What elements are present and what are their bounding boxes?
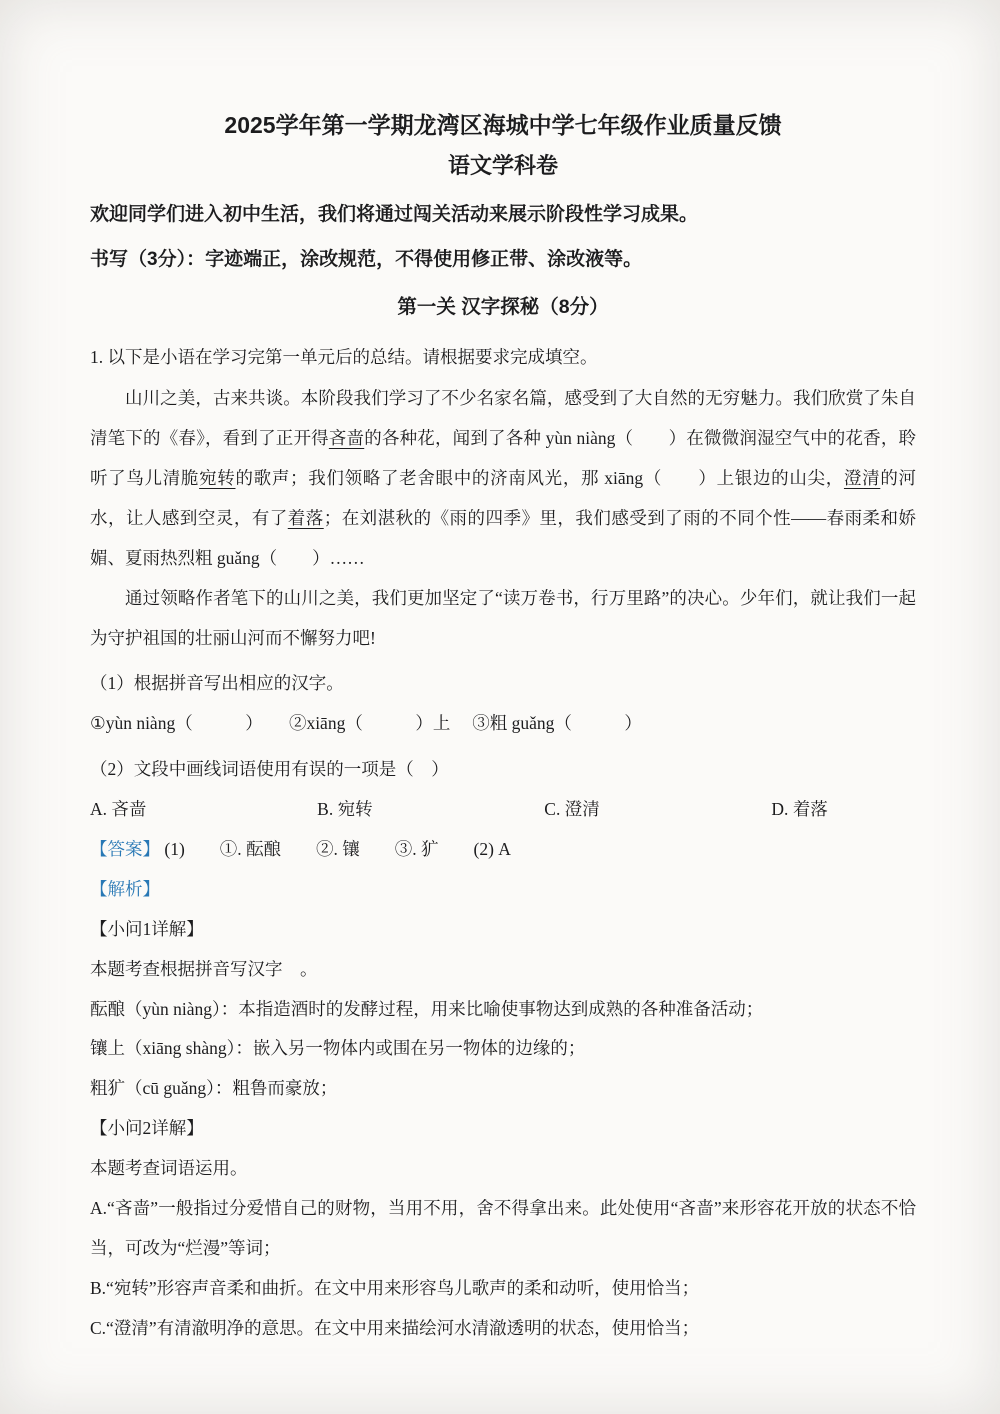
option-a-text: 吝啬 bbox=[111, 799, 147, 820]
exam-title: 2025学年第一学期龙湾区海城中学七年级作业质量反馈 bbox=[224, 112, 782, 138]
section-1-title: 第一关 汉字探秘（8分） bbox=[397, 295, 609, 318]
passage-paragraph-2: 通过领略作者笔下的山川之美，我们更加坚定了“读万卷书，行万里路”的决心。少年们，就让我们一起为守护祖国的壮丽山河而不懈努力吧! bbox=[90, 587, 916, 648]
option-a bbox=[90, 790, 317, 830]
exam-subtitle: 语文学科卷 bbox=[447, 152, 558, 178]
analysis-sub2-item-a: A.“吝啬”一般指过分爱惜自己的财物，当用不用，舍不得拿出来。此处使用“吝啬”来形容花开放的状态不恰当，可改为“烂漫”等词； bbox=[90, 1198, 916, 1258]
option-a-key: A. bbox=[90, 799, 108, 820]
answer-content: (1) ①. 酝酿 ②. 镶 ③. 犷 (2) A bbox=[164, 838, 511, 859]
option-b-text: 宛转 bbox=[337, 799, 373, 820]
question-1-stem: 1. 以下是小语在学习完第一单元后的总结。请根据要求完成填空。 bbox=[90, 347, 598, 368]
pinyin-blanks-line: ①yùn niàng（ ） ②xiāng（ ）上 ③粗 guǎng（ ） bbox=[90, 713, 642, 734]
option-c-text: 澄清 bbox=[564, 799, 600, 820]
option-d-key: D. bbox=[771, 799, 789, 820]
analysis-sub1-line-3: 镶上（xiāng shàng）：嵌入另一物体内或围在另一物体的边缘的； bbox=[90, 1038, 586, 1059]
option-d bbox=[771, 790, 916, 830]
analysis-sub2-header: 【小问2详解】 bbox=[90, 1118, 204, 1139]
analysis-label: 【解析】 bbox=[90, 878, 160, 899]
welcome-note: 欢迎同学们进入初中生活，我们将通过闯关活动来展示阶段性学习成果。 bbox=[90, 203, 699, 225]
answer-line bbox=[90, 830, 916, 870]
answer-label: 【答案】 bbox=[90, 838, 160, 859]
analysis-sub1-header: 【小问1详解】 bbox=[90, 918, 204, 939]
option-d-text: 着落 bbox=[792, 799, 828, 820]
choice-options-row bbox=[90, 790, 916, 830]
analysis-sub1-line-1: 本题考查根据拼音写汉字 。 bbox=[90, 958, 318, 979]
option-c-key: C. bbox=[544, 799, 561, 820]
analysis-sub2-item-b: B.“宛转”形容声音柔和曲折。在文中用来形容鸟儿歌声的柔和动听，使用恰当； bbox=[90, 1277, 700, 1298]
option-b bbox=[317, 790, 544, 830]
analysis-sub2-intro: 本题考查词语运用。 bbox=[90, 1158, 248, 1179]
passage-paragraph-1: 山川之美，古来共谈。本阶段我们学习了不少名家名篇，感受到了大自然的无穷魅力。我们欣赏了朱自清笔下的《春》，看到了正开得吝啬的各种花，闻到了各种 yùn niàng（ ）在微微润湿空气中的花香，聆听了鸟儿清脆宛转的歌声；我们领略了老舍眼中的济南风光，那 xiāng（ ）上银边的山尖，澄清的河水，让人感到空灵，有了着落；在刘湛秋的《雨的四季》里，我们感受到了雨的不同个性——春雨柔和娇媚、夏雨热烈粗 guǎng（ ）…… bbox=[90, 388, 917, 568]
writing-requirement-note: 书写（3分）：字迹端正，涂改规范，不得使用修正带、涂改液等。 bbox=[90, 249, 643, 271]
subquestion-1-label: （1）根据拼音写出相应的汉字。 bbox=[90, 673, 344, 694]
analysis-sub1-line-4: 粗犷（cū guǎng）：粗鲁而豪放； bbox=[90, 1078, 338, 1099]
analysis-sub1-line-2: 酝酿（yùn niàng）：本指造酒时的发酵过程，用来比喻使事物达到成熟的各种准备活动； bbox=[90, 998, 764, 1019]
analysis-sub2-item-c: C.“澄清”有清澈明净的意思。在文中用来描绘河水清澈透明的状态，使用恰当； bbox=[90, 1317, 700, 1338]
subquestion-2-label: （2）文段中画线词语使用有误的一项是（ ） bbox=[90, 759, 449, 780]
reading-passage bbox=[90, 379, 916, 658]
option-c bbox=[544, 790, 771, 830]
option-b-key: B. bbox=[317, 799, 334, 820]
